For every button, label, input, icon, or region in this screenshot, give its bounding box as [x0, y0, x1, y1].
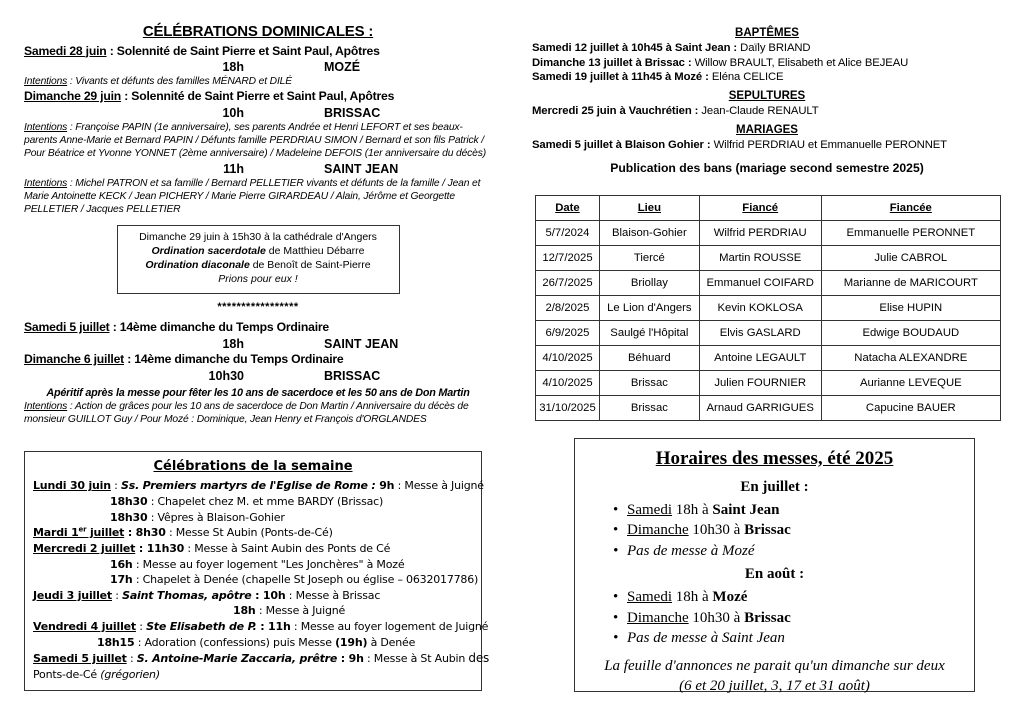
mass-intentions: Intentions : Françoise PAPIN (1e anniversaire), ses parents Andrée et Henri LEFORT et ses beaux-parents Anne-Marie et Bernard PAPIN / Défunts famille PERDRIAU SIMON / Bernard et son fils Patrick / Pour Béatrice et Yvonne YONNET (2ème anniversaire) / Madeleine DEFOIS (1er anniversaire du décès)	[24, 121, 486, 160]
celebration-heading: Samedi 5 juillet : 14ème dimanche du Temps Ordinaire	[24, 319, 329, 334]
column-header: Lieu	[599, 196, 699, 221]
cell-fiancee: Julie CABROL	[821, 246, 1000, 271]
schedule-note-line: La feuille d'annonces ne parait qu'un dimanche sur deux	[604, 658, 945, 675]
schedule-note	[589, 656, 960, 697]
cell-date: 6/9/2025	[536, 321, 600, 346]
cell-lieu: Blaison-Gohier	[599, 221, 699, 246]
mass-intentions: Intentions : Michel PATRON et sa famille / Bernard PELLETIER vivants et défunts de la famille / Jean et Marie Antoinette KECK / Jean PICHERY / Marie Pierre GIRARDEAU / Alain, Jérôme et Georgette PELLETIER / Jacques PELLETIER	[24, 177, 481, 216]
column-header: Fiancé	[699, 196, 821, 221]
cell-date: 26/7/2025	[536, 271, 600, 296]
celebration-time: 18h MOZÉ	[222, 60, 361, 75]
celebration-heading: Dimanche 6 juillet : 14ème dimanche du Temps Ordinaire	[24, 351, 344, 366]
cell-fiancee: Capucine BAUER	[821, 396, 1000, 421]
cell-fiancee: Aurianne LEVEQUE	[821, 371, 1000, 396]
week-celebrations-box	[24, 451, 490, 691]
week-line: Jeudi 3 juillet : Saint Thomas, apôtre : 10h : Messe à Brissac	[33, 588, 381, 602]
cell-date: 31/10/2025	[536, 396, 600, 421]
schedule-item: • Dimanche 10h30 à Brissac	[589, 520, 960, 540]
cell-lieu: Saulgé l'Hôpital	[599, 321, 699, 346]
schedule-item: • Dimanche 10h30 à Brissac	[589, 608, 960, 628]
schedule-item: • Pas de messe à Mozé	[589, 541, 960, 561]
cell-fiance: Kevin KOKLOSA	[699, 296, 821, 321]
week-line: Vendredi 4 juillet : Ste Elisabeth de P. : 11h : Messe au foyer logement de Juigné	[33, 619, 489, 633]
week-line: Mardi 1er juillet : 8h30 : Messe St Aubin (Ponts-de-Cé)	[33, 525, 333, 540]
cell-lieu: Brissac	[599, 371, 699, 396]
announcements	[532, 24, 1002, 177]
cell-lieu: Tiercé	[599, 246, 699, 271]
week-line: Mercredi 2 juillet : 11h30 : Messe à Saint Aubin des Ponts de Cé	[33, 541, 391, 555]
sepulture-entry: Mercredi 25 juin à Vauchrétien : Jean-Claude RENAULT	[532, 104, 819, 117]
celebration-heading: Samedi 28 juin : Solennité de Saint Pierre et Saint Paul, Apôtres	[24, 43, 380, 58]
celebration-time: 11h SAINT JEAN	[223, 161, 399, 176]
summer-schedule-box	[574, 438, 975, 695]
ordination-line: Prions pour eux !	[218, 273, 298, 286]
column-header: Date	[536, 196, 600, 221]
cell-fiance: Wilfrid PERDRIAU	[699, 221, 821, 246]
separator: *****************	[217, 300, 299, 313]
ordination-box	[117, 225, 400, 294]
ordination-line: Ordination diaconale de Benoît de Saint-Pierre	[145, 259, 371, 272]
mass-intentions: Intentions : Action de grâces pour les 10 ans de sacerdoce de Don Martin / Anniversaire du décès de monsieur GUILLOT Guy / Pour Mozé : Dominique, Jean Henry et François d'ORGLANDES	[24, 400, 469, 425]
mass-intentions: Intentions : Vivants et défunts des familles MÉNARD et DILÉ	[24, 76, 292, 88]
cell-fiancee: Elise HUPIN	[821, 296, 1000, 321]
cell-fiancee: Emmanuelle PERONNET	[821, 221, 1000, 246]
ordination-line: Ordination sacerdotale de Matthieu Débarre	[151, 245, 365, 258]
table-header-row	[536, 196, 1001, 221]
table-row	[536, 321, 1001, 346]
cell-fiance: Antoine LEGAULT	[699, 346, 821, 371]
celebration-time: 10h30 BRISSAC	[208, 368, 381, 383]
bans-table	[535, 195, 1001, 421]
schedule-title: Horaires des messes, été 2025	[655, 448, 894, 469]
cell-lieu: Béhuard	[599, 346, 699, 371]
table-row	[536, 371, 1001, 396]
cell-fiancee: Natacha ALEXANDRE	[821, 346, 1000, 371]
table-row	[536, 296, 1001, 321]
mariage-entry: Samedi 5 juillet à Blaison Gohier : Wilfrid PERDRIAU et Emmanuelle PERONNET	[532, 138, 947, 151]
column-header: Fiancée	[821, 196, 1000, 221]
table-row	[536, 246, 1001, 271]
table-row	[536, 346, 1001, 371]
celebration-time: 10h BRISSAC	[222, 105, 381, 120]
section-title-sepultures: SEPULTURES	[728, 89, 806, 102]
cell-fiancee: Marianne de MARICOURT	[821, 271, 1000, 296]
schedule-month: En juillet :	[740, 478, 809, 495]
schedule-item: • Pas de messe à Saint Jean	[589, 628, 960, 648]
section-title-mariages: MARIAGES	[736, 123, 798, 136]
cell-date: 5/7/2024	[536, 221, 600, 246]
section-title-baptemes: BAPTÊMES	[735, 27, 799, 39]
week-line: 16h : Messe au foyer logement "Les Jonchères" à Mozé	[110, 557, 405, 571]
cell-fiance: Julien FOURNIER	[699, 371, 821, 396]
page-title: CÉLÉBRATIONS DOMINICALES :	[142, 23, 374, 40]
table-row	[536, 396, 1001, 421]
cell-lieu: Brissac	[599, 396, 699, 421]
table-row	[536, 221, 1001, 246]
week-title: Célébrations de la semaine	[153, 459, 353, 474]
ordination-line: Dimanche 29 juin à 15h30 à la cathédrale d'Angers	[139, 230, 377, 243]
celebration-heading: Dimanche 29 juin : Solennité de Saint Pierre et Saint Paul, Apôtres	[24, 88, 395, 103]
cell-date: 12/7/2025	[536, 246, 600, 271]
table-row	[536, 271, 1001, 296]
celebration-time: 18h SAINT JEAN	[222, 336, 399, 351]
schedule-month: En août :	[744, 565, 805, 582]
bapteme-entry: Dimanche 13 juillet à Brissac : Willow BRAULT, Elisabeth et Alice BEJEAU	[532, 56, 909, 69]
schedule-item: • Samedi 18h à Saint Jean	[589, 500, 960, 520]
aperitif-note: Apéritif après la messe pour fêter les 10 ans de sacerdoce et les 50 ans de Don Martin	[46, 386, 470, 399]
cell-fiancee: Edwige BOUDAUD	[821, 321, 1000, 346]
week-line: Samedi 5 juillet : S. Antoine-Marie Zaccaria, prêtre : 9h : Messe à St Aubin des	[33, 651, 490, 666]
cell-fiance: Emmanuel COIFARD	[699, 271, 821, 296]
week-line: Lundi 30 juin : Ss. Premiers martyrs de l'Eglise de Rome : 9h : Messe à Juigné	[33, 479, 484, 493]
week-line: 17h : Chapelet à Denée (chapelle St Joseph ou église – 0632017786)	[110, 573, 479, 587]
cell-lieu: Le Lion d'Angers	[599, 296, 699, 321]
week-line: 18h : Messe à Juigné	[233, 604, 346, 618]
week-line: 18h30 : Chapelet chez M. et mme BARDY (Brissac)	[110, 495, 384, 509]
cell-date: 4/10/2025	[536, 346, 600, 371]
cell-lieu: Briollay	[599, 271, 699, 296]
cell-date: 4/10/2025	[536, 371, 600, 396]
schedule-item: • Samedi 18h à Mozé	[589, 587, 960, 607]
cell-date: 2/8/2025	[536, 296, 600, 321]
cell-fiance: Arnaud GARRIGUES	[699, 396, 821, 421]
week-line: 18h30 : Vêpres à Blaison-Gohier	[110, 510, 285, 524]
bapteme-entry: Samedi 19 juillet à 11h45 à Mozé : Eléna CELICE	[532, 71, 784, 84]
sunday-celebrations	[24, 22, 492, 426]
week-line: 18h15 : Adoration (confessions) puis Messe (19h) à Denée	[97, 635, 416, 649]
cell-fiance: Elvis GASLARD	[699, 321, 821, 346]
week-line: Ponts-de-Cé (grégorien)	[33, 668, 160, 682]
cell-fiance: Martin ROUSSE	[699, 246, 821, 271]
bans-title: Publication des bans (mariage second semestre 2025)	[610, 161, 924, 176]
schedule-note-line: (6 et 20 juillet, 3, 17 et 31 août)	[679, 678, 870, 695]
bapteme-entry: Samedi 12 juillet à 10h45 à Saint Jean : Daïly BRIAND	[532, 41, 811, 54]
